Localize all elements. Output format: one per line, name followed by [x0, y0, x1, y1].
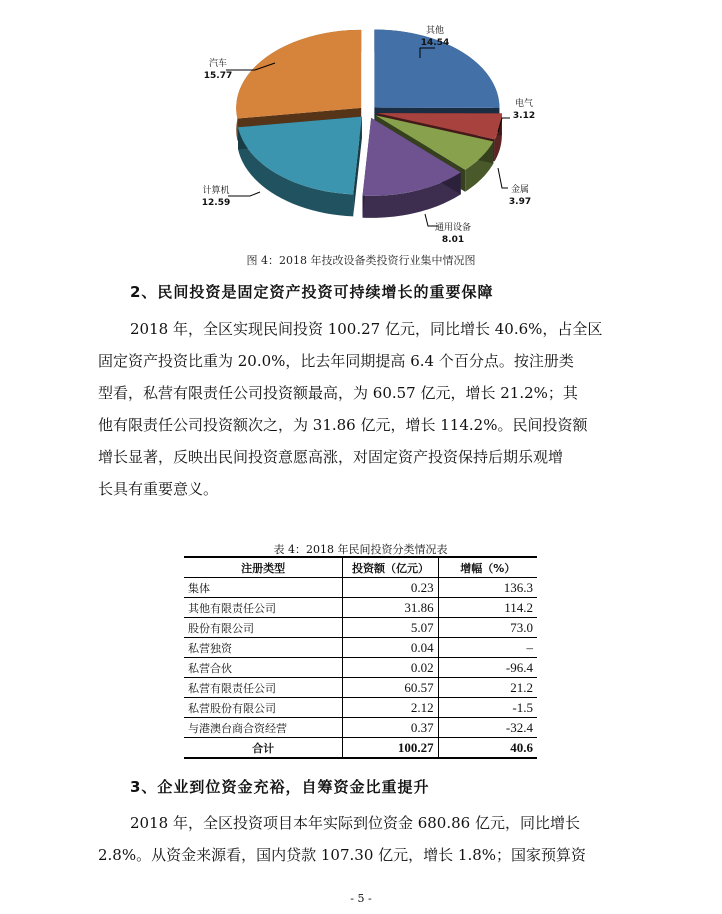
- table-row: [184, 638, 537, 658]
- cell-amount: 2.12: [343, 698, 438, 718]
- cell-type: 股份有限公司: [184, 618, 343, 638]
- cell-growth: -96.4: [438, 658, 537, 678]
- paragraph-line: 长具有重要意义。: [98, 480, 219, 498]
- cell-amount: 5.07: [343, 618, 438, 638]
- section-3-paragraph: [98, 807, 660, 871]
- cell-growth: -1.5: [438, 698, 537, 718]
- cell-type: 其他有限责任公司: [184, 598, 343, 618]
- cell-growth: 114.2: [438, 598, 537, 618]
- column-header: 投资额（亿元）: [343, 557, 438, 578]
- cell-growth: 21.2: [438, 678, 537, 698]
- table-row: [184, 698, 537, 718]
- private-investment-table: [184, 556, 537, 759]
- cell-amount: 0.23: [343, 578, 438, 598]
- figure-caption: 图 4：2018 年技改设备类投资行业集中情况图: [246, 254, 476, 267]
- paragraph-line: 2018 年，全区实现民间投资 100.27 亿元，同比增长 40.6%，占全区: [130, 320, 603, 338]
- page-number: - 5 -: [350, 892, 372, 905]
- slice-label: 汽车: [208, 59, 228, 69]
- table-row: [184, 578, 537, 598]
- cell-type: 私营股份有限公司: [184, 698, 343, 718]
- paragraph-line: 2.8%。从资金来源看，国内贷款 107.30 亿元，增长 1.8%；国家预算资: [98, 846, 587, 864]
- slice-value: 8.01: [441, 235, 465, 245]
- slice-label: 计算机: [202, 186, 230, 196]
- section-2-paragraph: [98, 313, 660, 505]
- leader-line: [498, 168, 508, 188]
- slice-label: 通用设备: [434, 223, 472, 233]
- cell-total-growth: 40.6: [438, 738, 537, 759]
- table-row: [184, 678, 537, 698]
- paragraph-line: 他有限责任公司投资额次之，为 31.86 亿元，增长 114.2%。民间投资额: [98, 416, 588, 434]
- cell-amount: 60.57: [343, 678, 438, 698]
- slice-value: 3.97: [508, 197, 532, 207]
- paragraph-line: 2018 年，全区投资项目本年实际到位资金 680.86 亿元，同比增长: [130, 814, 580, 832]
- pie-chart: [180, 0, 560, 250]
- cell-growth: -32.4: [438, 718, 537, 738]
- slice-label: 其他: [425, 26, 445, 36]
- cell-type: 集体: [184, 578, 343, 598]
- cell-growth: 73.0: [438, 618, 537, 638]
- cell-amount: 0.02: [343, 658, 438, 678]
- paragraph-line: 型看，私营有限责任公司投资额最高，为 60.57 亿元，增长 21.2%；其: [98, 384, 578, 402]
- cell-total-label: 合计: [184, 738, 343, 759]
- cell-type: 私营有限责任公司: [184, 678, 343, 698]
- leader-line: [228, 192, 260, 196]
- slice-value: 12.59: [201, 198, 231, 208]
- table-total-row: [184, 738, 537, 759]
- slice-value: 3.12: [512, 111, 536, 121]
- cell-amount: 0.37: [343, 718, 438, 738]
- table-caption: 表 4：2018 年民间投资分类情况表: [273, 543, 448, 556]
- cell-amount: 31.86: [343, 598, 438, 618]
- table-row: [184, 618, 537, 638]
- slice-label: 金属: [510, 185, 530, 195]
- paragraph-line: 固定资产投资比重为 20.0%，比去年同期提高 6.4 个百分点。按注册类: [98, 352, 574, 370]
- slice-value: 14.54: [420, 38, 450, 48]
- section-3-heading: 3、企业到位资金充裕，自筹资金比重提升: [130, 778, 430, 796]
- table-row: [184, 718, 537, 738]
- cell-amount: 0.04: [343, 638, 438, 658]
- cell-type: 私营独资: [184, 638, 343, 658]
- cell-growth: –: [438, 638, 537, 658]
- cell-type: 私营合伙: [184, 658, 343, 678]
- pie-slice-汽车: [236, 30, 361, 119]
- table-header-row: [184, 557, 537, 578]
- paragraph-line: 增长显著，反映出民间投资意愿高涨，对固定资产投资保持后期乐观增: [98, 448, 564, 466]
- cell-type: 与港澳台商合资经营: [184, 718, 343, 738]
- section-2-heading: 2、民间投资是固定资产投资可持续增长的重要保障: [130, 283, 494, 301]
- slice-label: 电气: [514, 99, 534, 109]
- column-header: 注册类型: [184, 557, 343, 578]
- slice-value: 15.77: [203, 71, 233, 81]
- cell-total-amount: 100.27: [343, 738, 438, 759]
- column-header: 增幅（%）: [438, 557, 537, 578]
- cell-growth: 136.3: [438, 578, 537, 598]
- table-row: [184, 598, 537, 618]
- table-row: [184, 658, 537, 678]
- pie-slice-计算机: [238, 117, 362, 195]
